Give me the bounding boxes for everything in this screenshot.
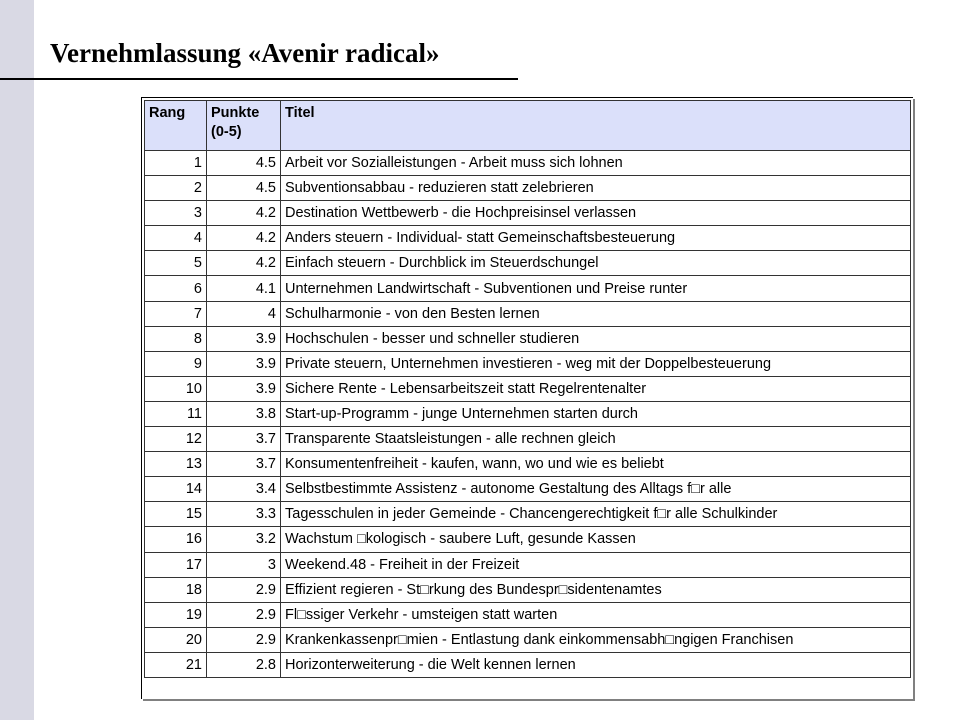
cell-rang: 19 xyxy=(145,602,207,627)
header-punkte-line2: (0-5) xyxy=(211,124,242,140)
cell-punkte: 4.5 xyxy=(207,151,281,176)
table-row xyxy=(145,251,911,276)
slide-title: Vernehmlassung «Avenir radical» xyxy=(50,38,440,68)
cell-titel: Horizonterweiterung - die Welt kennen lernen xyxy=(281,652,911,677)
cell-rang: 7 xyxy=(145,301,207,326)
table-row xyxy=(145,326,911,351)
cell-punkte: 3.4 xyxy=(207,477,281,502)
table-row xyxy=(145,452,911,477)
cell-rang: 10 xyxy=(145,376,207,401)
cell-titel: Start-up-Programm - junge Unternehmen starten durch xyxy=(281,401,911,426)
cell-rang: 18 xyxy=(145,577,207,602)
table-row xyxy=(145,301,911,326)
cell-titel: Hochschulen - besser und schneller studieren xyxy=(281,326,911,351)
cell-punkte: 4.2 xyxy=(207,251,281,276)
header-punkte-line1: Punkte xyxy=(211,105,260,121)
table-row xyxy=(145,527,911,552)
table-row xyxy=(145,502,911,527)
cell-punkte: 4.1 xyxy=(207,276,281,301)
cell-rang: 4 xyxy=(145,226,207,251)
table-row xyxy=(145,276,911,301)
cell-rang: 17 xyxy=(145,552,207,577)
cell-rang: 13 xyxy=(145,452,207,477)
table-row xyxy=(145,201,911,226)
cell-titel: Krankenkassenpr□mien - Entlastung dank einkommensabh□ngigen Franchisen xyxy=(281,627,911,652)
table-row xyxy=(145,652,911,677)
cell-punkte: 2.8 xyxy=(207,652,281,677)
table-row xyxy=(145,401,911,426)
cell-rang: 20 xyxy=(145,627,207,652)
cell-titel: Fl□ssiger Verkehr - umsteigen statt warten xyxy=(281,602,911,627)
cell-titel: Arbeit vor Sozialleistungen - Arbeit muss sich lohnen xyxy=(281,151,911,176)
cell-titel: Konsumentenfreiheit - kaufen, wann, wo und wie es beliebt xyxy=(281,452,911,477)
cell-titel: Einfach steuern - Durchblick im Steuerdschungel xyxy=(281,251,911,276)
cell-punkte: 3.3 xyxy=(207,502,281,527)
cell-punkte: 3.7 xyxy=(207,427,281,452)
cell-rang: 5 xyxy=(145,251,207,276)
cell-punkte: 2.9 xyxy=(207,577,281,602)
cell-rang: 11 xyxy=(145,401,207,426)
cell-punkte: 4.5 xyxy=(207,176,281,201)
cell-titel: Effizient regieren - St□rkung des Bundespr□sidentenamtes xyxy=(281,577,911,602)
cell-punkte: 4.2 xyxy=(207,201,281,226)
cell-rang: 16 xyxy=(145,527,207,552)
cell-titel: Wachstum □kologisch - saubere Luft, gesunde Kassen xyxy=(281,527,911,552)
cell-titel: Transparente Staatsleistungen - alle rechnen gleich xyxy=(281,427,911,452)
table-row xyxy=(145,176,911,201)
header-rang: Rang xyxy=(145,101,207,151)
cell-titel: Anders steuern - Individual- statt Gemeinschaftsbesteuerung xyxy=(281,226,911,251)
table-header-row xyxy=(145,101,911,151)
cell-titel: Destination Wettbewerb - die Hochpreisinsel verlassen xyxy=(281,201,911,226)
title-underline xyxy=(0,78,518,80)
slide-side-bar xyxy=(0,0,34,720)
cell-titel: Schulharmonie - von den Besten lernen xyxy=(281,301,911,326)
cell-punkte: 2.9 xyxy=(207,627,281,652)
cell-titel: Weekend.48 - Freiheit in der Freizeit xyxy=(281,552,911,577)
cell-punkte: 3.9 xyxy=(207,351,281,376)
cell-punkte: 3.9 xyxy=(207,376,281,401)
table-row xyxy=(145,552,911,577)
ranking-table xyxy=(144,100,911,678)
table-row xyxy=(145,427,911,452)
cell-titel: Selbstbestimmte Assistenz - autonome Gestaltung des Alltags f□r alle xyxy=(281,477,911,502)
cell-rang: 9 xyxy=(145,351,207,376)
cell-rang: 6 xyxy=(145,276,207,301)
cell-titel: Sichere Rente - Lebensarbeitszeit statt Regelrentenalter xyxy=(281,376,911,401)
cell-rang: 14 xyxy=(145,477,207,502)
table-row xyxy=(145,577,911,602)
table-row xyxy=(145,226,911,251)
cell-punkte: 3.2 xyxy=(207,527,281,552)
cell-titel: Subventionsabbau - reduzieren statt zelebrieren xyxy=(281,176,911,201)
header-titel: Titel xyxy=(281,101,911,151)
cell-punkte: 3.8 xyxy=(207,401,281,426)
table-row xyxy=(145,602,911,627)
table-row xyxy=(145,151,911,176)
cell-rang: 12 xyxy=(145,427,207,452)
cell-punkte: 3 xyxy=(207,552,281,577)
cell-punkte: 3.9 xyxy=(207,326,281,351)
table-row xyxy=(145,627,911,652)
table-row xyxy=(145,351,911,376)
cell-rang: 8 xyxy=(145,326,207,351)
table-row xyxy=(145,477,911,502)
cell-titel: Private steuern, Unternehmen investieren - weg mit der Doppelbesteuerung xyxy=(281,351,911,376)
table-row xyxy=(145,376,911,401)
cell-rang: 1 xyxy=(145,151,207,176)
cell-punkte: 4.2 xyxy=(207,226,281,251)
cell-rang: 2 xyxy=(145,176,207,201)
cell-rang: 3 xyxy=(145,201,207,226)
cell-punkte: 2.9 xyxy=(207,602,281,627)
cell-rang: 21 xyxy=(145,652,207,677)
cell-titel: Tagesschulen in jeder Gemeinde - Chancengerechtigkeit f□r alle Schulkinder xyxy=(281,502,911,527)
cell-titel: Unternehmen Landwirtschaft - Subventionen und Preise runter xyxy=(281,276,911,301)
cell-punkte: 4 xyxy=(207,301,281,326)
cell-punkte: 3.7 xyxy=(207,452,281,477)
header-punkte xyxy=(207,101,281,151)
cell-rang: 15 xyxy=(145,502,207,527)
